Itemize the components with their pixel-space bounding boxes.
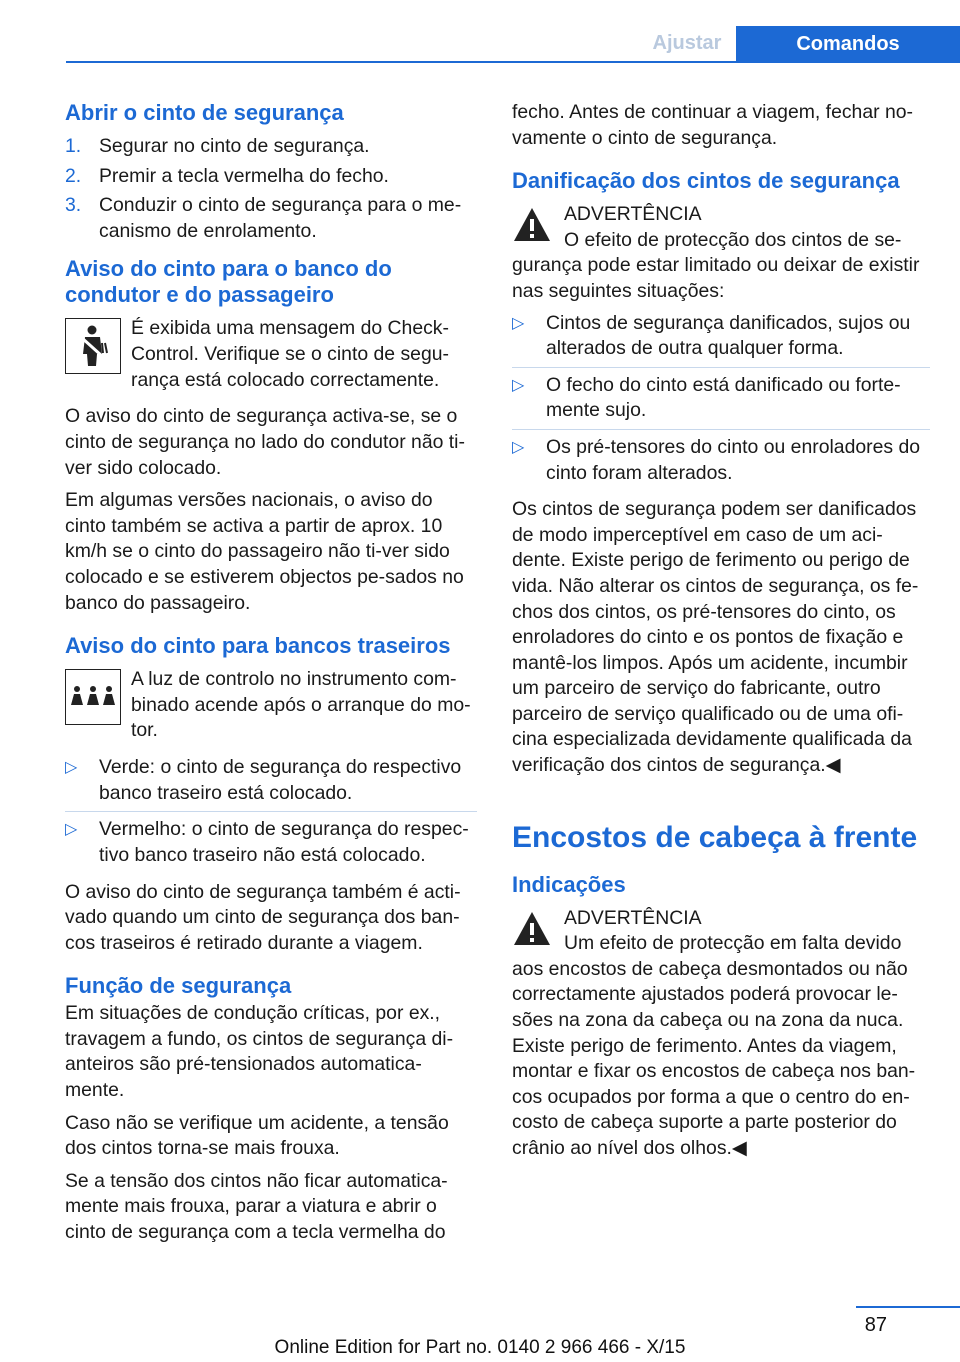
page-number: 87	[864, 1314, 887, 1336]
paragraph: O aviso do cinto de segurança activa-se, se o cinto de segurança no lado do condutor não ti-ver sido colocado.	[65, 405, 465, 479]
warning-first-line: Um efeito de protecção em falta devido	[564, 932, 902, 955]
rear-belt-message-text: A luz de controlo no instrumento com-binado acende após o arranque do mo-tor.	[131, 668, 471, 742]
step-number: 3.	[65, 194, 82, 217]
section-title-abrir: Abrir o cinto de segurança	[65, 100, 344, 125]
step-text: Segurar no cinto de segurança.	[99, 135, 370, 157]
edition-footer: Online Edition for Part no. 0140 2 966 466 - X/15	[274, 1337, 686, 1358]
warning-label: ADVERTÊNCIA	[564, 906, 702, 929]
paragraph: fecho. Antes de continuar a viagem, fechar no-vamente o cinto de segurança.	[512, 101, 913, 149]
warning-label: ADVERTÊNCIA	[564, 203, 702, 226]
triangle-bullet-icon: ▷	[512, 376, 525, 394]
list-item	[512, 373, 930, 430]
warning-first-line: O efeito de protecção dos cintos de se-	[564, 228, 902, 251]
bullet-text: O fecho do cinto está danificado ou forte-mente sujo.	[546, 373, 901, 422]
list-item	[512, 311, 930, 368]
list-item	[65, 755, 477, 812]
triangle-bullet-icon: ▷	[512, 314, 525, 332]
step-text: Premir a tecla vermelha do fecho.	[99, 164, 389, 187]
bullet-text: Verde: o cinto de segurança do respectivo banco traseiro está colocado.	[99, 756, 462, 804]
step-number: 1.	[65, 135, 82, 157]
step-text: Conduzir o cinto de segurança para o me-canismo de enrolamento.	[99, 194, 462, 242]
paragraph: Os cintos de segurança podem ser danificados de modo imperceptível em caso de um aci-dente. Existe perigo de ferimento ou perigo de vida. Não alterar os cintos de segurança, os fe-chos dos cintos, os pré-tensores do cinto, os enroladores do cinto e os pontos de fixação e mantê-los limpos. Após um acidente, incumbir um parceiro de serviço do fabricante, outro parceiro de serviço qualificado ou de uma ofi-cina especializada devidamente qualificada da verificação dos cintos de segurança.◀	[512, 498, 919, 777]
section-title-danificacao: Danificação dos cintos de segurança	[512, 168, 900, 194]
step-number: 2.	[65, 164, 82, 187]
paragraph: Em situações de condução críticas, por ex., travagem a fundo, os cintos de segurança di-anteiros são pré-tensionados automatica-mente.	[65, 1002, 454, 1102]
triangle-bullet-icon: ▷	[512, 438, 525, 456]
bullet-text: Os pré-tensores do cinto ou enroladores do cinto foram alterados.	[546, 435, 921, 484]
section-title-aviso-condutor: Aviso do cinto para o banco do condutor e do passageiro	[65, 256, 392, 308]
tab-comandos[interactable]: Comandos	[736, 26, 960, 63]
paragraph: Se a tensão dos cintos não ficar automatica-mente mais frouxa, parar a viatura e abrir o cinto de segurança com a tecla vermelha do	[65, 1169, 448, 1244]
section-title-indicacoes: Indicações	[512, 871, 626, 897]
seatbelt-person-icon	[65, 318, 121, 374]
seatbelt-message-text: É exibida uma mensagem do Check-Control. Verifique se o cinto de segu-rança está colocado correctamente.	[131, 317, 449, 391]
warning-text: aos encostos de cabeça desmontados ou não correctamente ajustados poderá provocar le-sões na zona da cabeça ou na zona da nuca. Existe perigo de ferimento. Antes da viagem, montar e fixar os encostos de cabeça nos ban-cos ocupados por forma a que o centro do en-costo de cabeça suporte a parte posterior do crânio ao nível dos olhos.◀	[512, 957, 916, 1159]
paragraph: Em algumas versões nacionais, o aviso do cinto também se activa a partir de aprox. 10 km/h se o cinto do passageiro não ti-ver sido colocado e se estiverem objectos pe-sados no banco do passageiro.	[65, 489, 464, 614]
steps-list	[65, 134, 477, 244]
header-rule	[66, 61, 960, 63]
right-column	[512, 100, 930, 1168]
seatbelt-warning-block	[65, 316, 477, 396]
warning-block-2	[512, 906, 930, 1162]
section-title-aviso-traseiros: Aviso do cinto para bancos traseiros	[65, 633, 451, 659]
chapter-title: Encostos de cabeça à frente	[512, 820, 918, 854]
section-title-funcao: Função de segurança	[65, 973, 292, 999]
warning-triangle-icon	[512, 205, 552, 245]
left-column	[65, 100, 477, 1253]
paragraph: Caso não se verifique um acidente, a tensão dos cintos torna-se mais frouxa.	[65, 1111, 449, 1160]
list-item	[65, 164, 477, 190]
warning-triangle-icon	[512, 909, 552, 949]
list-item	[65, 134, 477, 160]
rear-belt-bullets	[65, 755, 477, 873]
list-item	[65, 817, 477, 873]
footer-rule	[856, 1306, 960, 1308]
rear-seats-icon	[65, 669, 121, 725]
damage-bullets	[512, 311, 930, 492]
warning-block-1	[512, 202, 930, 304]
bullet-text: Vermelho: o cinto de segurança do respec-tivo banco traseiro não está colocado.	[99, 818, 469, 866]
tab-ajustar[interactable]: Ajustar	[652, 32, 722, 54]
bullet-text: Cintos de segurança danificados, sujos ou alterados de outra qualquer forma.	[546, 311, 911, 360]
triangle-bullet-icon: ▷	[65, 821, 78, 839]
paragraph: O aviso do cinto de segurança também é acti-vado quando um cinto de segurança dos ban-cos traseiros é retirado durante a viagem.	[65, 880, 461, 954]
rear-belt-warning-block	[65, 667, 477, 747]
triangle-bullet-icon: ▷	[65, 759, 78, 777]
warning-text: gurança pode estar limitado ou deixar de existir nas seguintes situações:	[512, 254, 920, 302]
list-item	[65, 193, 477, 244]
list-item	[512, 435, 930, 491]
